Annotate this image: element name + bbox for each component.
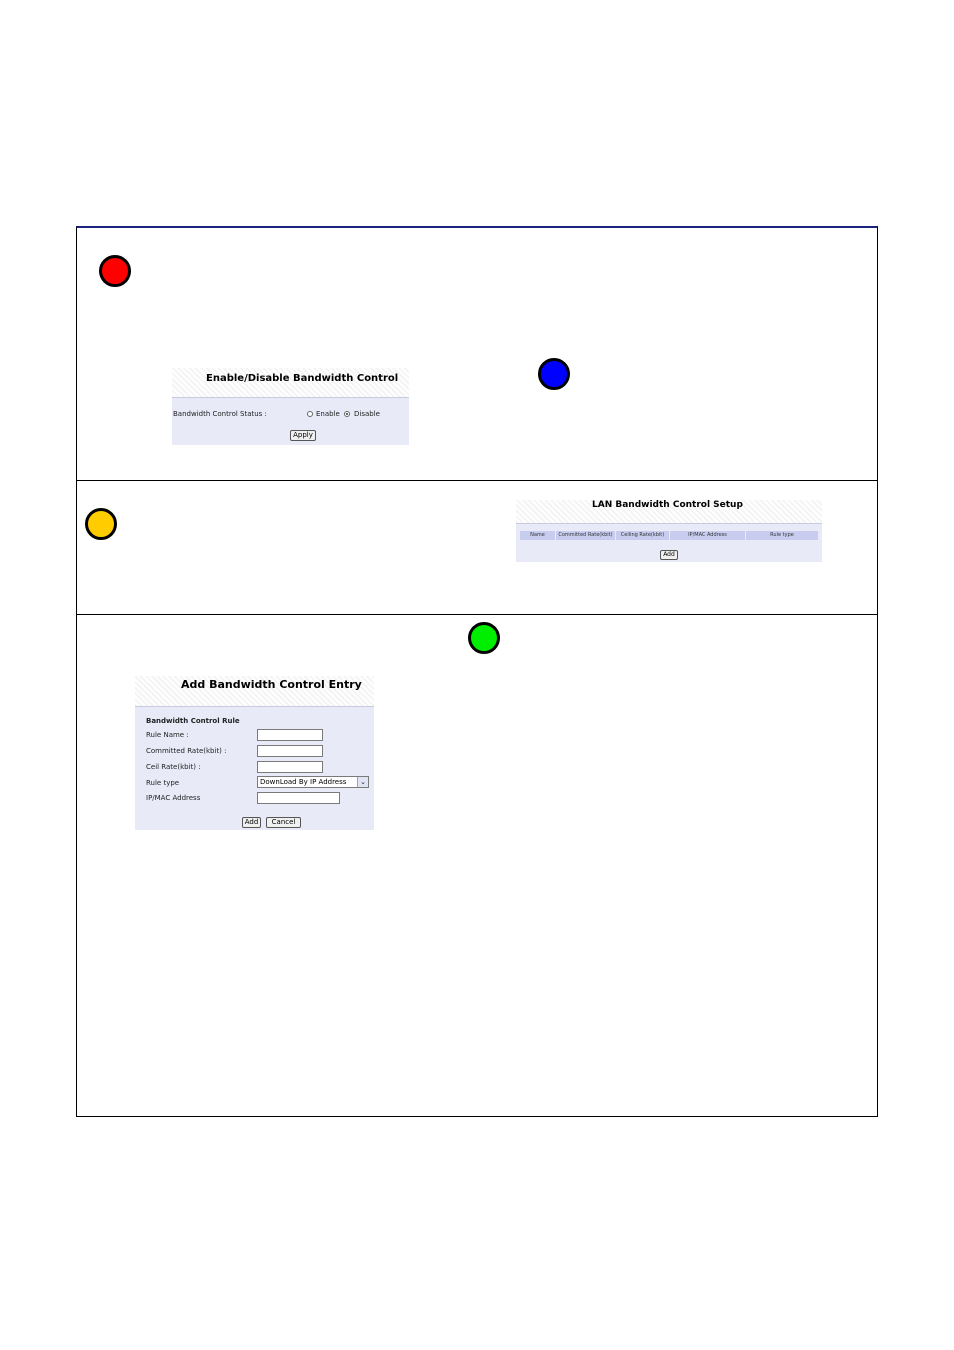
disable-label: Disable [354, 410, 380, 418]
panel-header [172, 368, 409, 398]
add-rule-button[interactable]: Add [660, 550, 678, 560]
section-divider-1 [76, 480, 878, 481]
ceil-rate-label: Ceil Rate(kbit) : [146, 763, 201, 771]
ceil-rate-input[interactable] [257, 761, 323, 773]
committed-rate-label: Committed Rate(kbit) : [146, 747, 227, 755]
column-header-committed: Committed Rate(kbit) [556, 531, 616, 540]
section-label: Bandwidth Control Rule [146, 717, 240, 725]
red-marker-icon [99, 255, 131, 287]
add-button[interactable]: Add [242, 817, 261, 828]
enable-radio[interactable] [307, 411, 313, 417]
table-header [520, 531, 818, 540]
rule-type-value: DownLoad By IP Address [260, 778, 347, 786]
disable-radio[interactable] [344, 411, 350, 417]
cancel-button[interactable]: Cancel [266, 817, 301, 828]
panel-title: LAN Bandwidth Control Setup [592, 500, 743, 510]
column-header-ipmac: IP/MAC Address [670, 531, 746, 540]
column-header-name: Name [520, 531, 556, 540]
enable-label: Enable [316, 410, 340, 418]
ipmac-label: IP/MAC Address [146, 794, 201, 802]
ipmac-input[interactable] [257, 792, 340, 804]
rule-name-input[interactable] [257, 729, 323, 741]
column-header-ruletype: Rule type [746, 531, 818, 540]
panel-header [135, 676, 374, 707]
content-frame [76, 226, 878, 1117]
blue-marker-icon [538, 358, 570, 390]
panel-title: Enable/Disable Bandwidth Control [206, 373, 399, 384]
lan-bandwidth-panel [516, 500, 822, 562]
rule-type-label: Rule type [146, 779, 180, 787]
apply-button[interactable]: Apply [290, 430, 316, 441]
rule-type-select[interactable] [257, 776, 369, 788]
chevron-down-icon[interactable]: ⌄ [357, 777, 368, 787]
yellow-marker-icon [85, 508, 117, 540]
rule-name-label: Rule Name : [146, 731, 189, 739]
add-bandwidth-entry-panel [135, 676, 374, 830]
column-header-ceiling: Ceiling Rate(kbit) [616, 531, 670, 540]
green-marker-icon [468, 622, 500, 654]
enable-disable-panel [172, 368, 409, 445]
status-label: Bandwidth Control Status : [173, 410, 267, 418]
panel-title: Add Bandwidth Control Entry [181, 678, 362, 691]
panel-header [516, 500, 822, 524]
section-divider-2 [76, 614, 878, 615]
committed-rate-input[interactable] [257, 745, 323, 757]
